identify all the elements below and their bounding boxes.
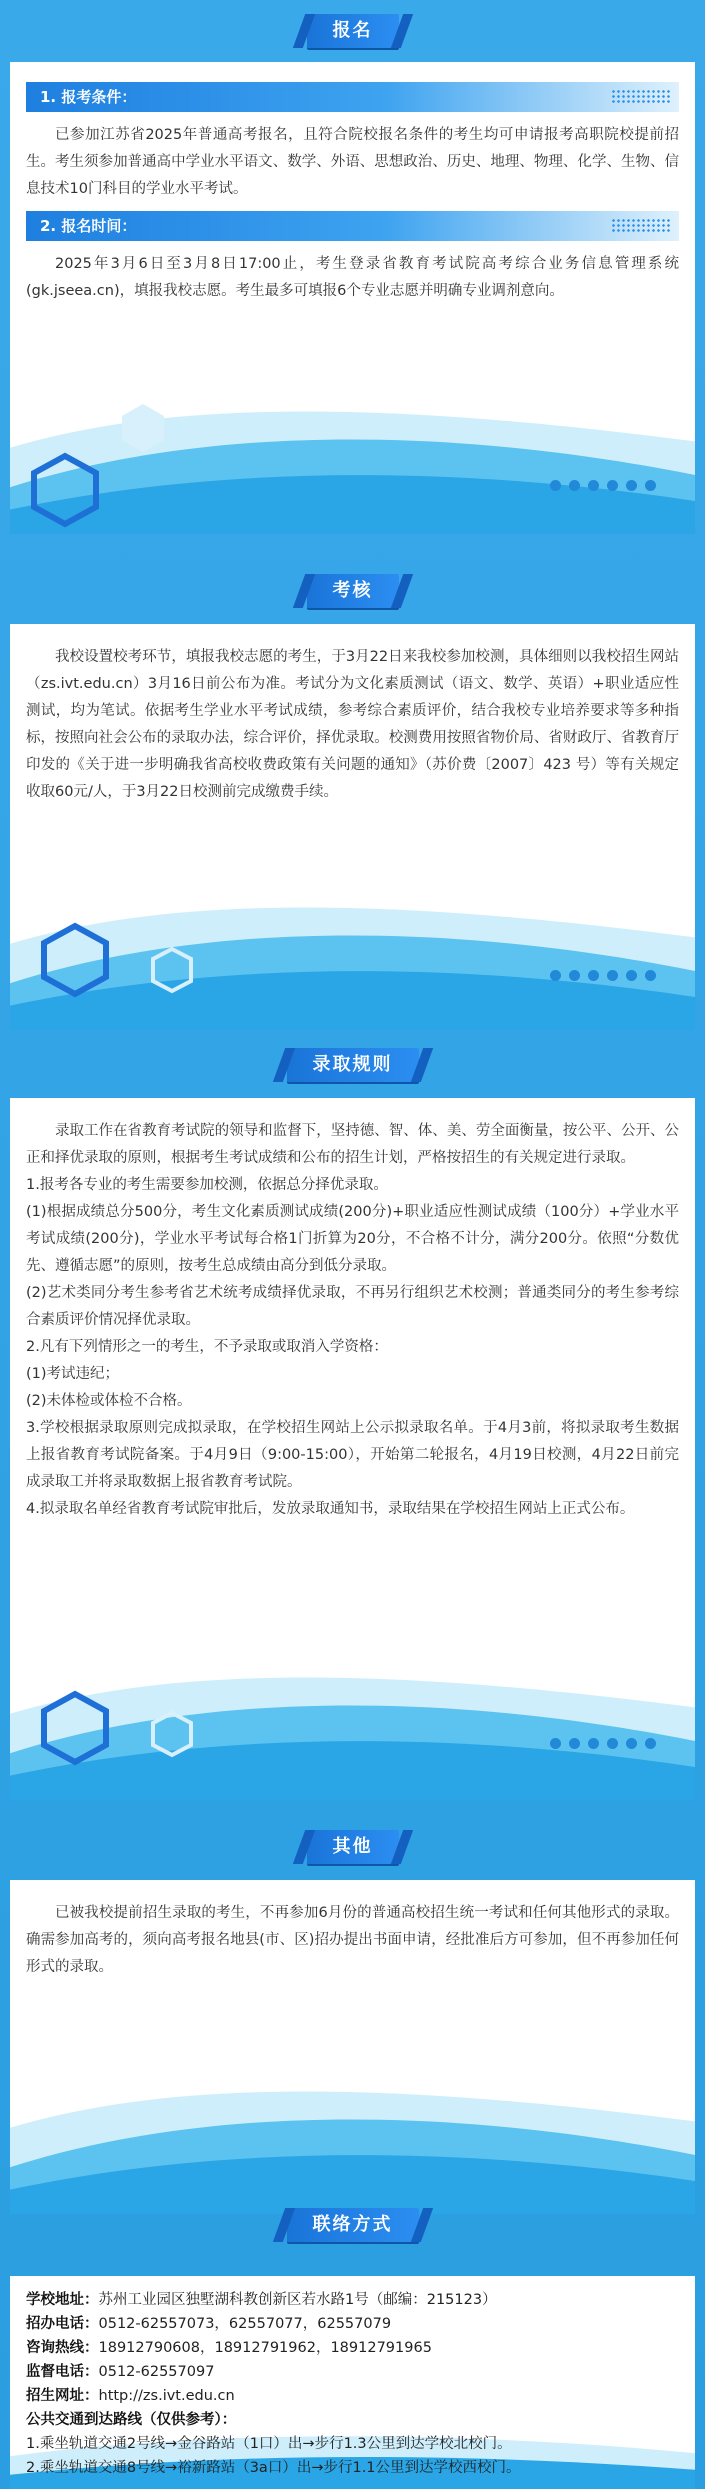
- route-item: 2.乘坐轨道交通8号线→裕新路站（3a口）出→步行1.1公里到达学校西校门。: [26, 2460, 521, 2476]
- card-rules: [10, 1098, 695, 1800]
- wave-decoration: [10, 2064, 695, 2214]
- contact-row-address: [26, 2288, 679, 2312]
- list-item: 4.拟录取名单经省教育考试院审批后，发放录取通知书，录取结果在学校招生网站上正式公布。: [26, 1501, 635, 1517]
- contact-label: 咨询热线：: [26, 2340, 99, 2356]
- section-title-rules: 录取规则: [287, 1048, 419, 1082]
- contact-label: 招办电话：: [26, 2316, 99, 2332]
- contact-label: 学校地址：: [26, 2292, 99, 2308]
- contact-row-office-phone: [26, 2312, 679, 2336]
- wave-decoration: [10, 880, 695, 1030]
- hexagon-outline-icon: [30, 452, 100, 528]
- contact-label: 公共交通到达路线（仅供参考）：: [26, 2412, 237, 2428]
- list-item: (1)根据成绩总分500分，考生文化素质测试成绩(200分)+职业适应性测试成绩（100分）+学业水平考试成绩(200分)，学业水平考试每合格1门折算为20分，不合格不计分，满分200分。依照“分数优先、遵循志愿”的原则，按考生总成绩由高分到低分录取。: [26, 1204, 679, 1274]
- list-item: 1.报考各专业的考生需要参加校测，依据总分择优录取。: [26, 1177, 388, 1193]
- list-item: (2)艺术类同分考生参考省艺术统考成绩择优录取，不再另行组织艺术校测；普通类同分的考生参考综合素质评价情况择优录取。: [26, 1285, 679, 1328]
- section-title-other: 其他: [307, 1830, 399, 1864]
- card-signup: [10, 62, 695, 534]
- list-item: (1)考试违纪；: [26, 1366, 120, 1382]
- contact-row-website: [26, 2384, 679, 2408]
- hexagon-outline-icon: [150, 1710, 194, 1758]
- section-band-contact: [0, 2196, 705, 2258]
- dots-pattern: [611, 218, 671, 234]
- hexagon-outline-icon: [150, 946, 194, 994]
- dot-row-decoration: [550, 480, 656, 491]
- website-link[interactable]: http://zs.ivt.edu.cn: [98, 2388, 235, 2404]
- subhead-requirements: [26, 82, 679, 112]
- route-item: 1.乘坐轨道交通2号线→金谷路站（1口）出→步行1.3公里到达学校北校门。: [26, 2436, 512, 2452]
- paragraph: 2025年3月6日至3月8日17:00止，考生登录省教育考试院高考综合业务信息管理系统(gk.jseea.cn)，填报我校志愿。考生最多可填报6个专业志愿并明确专业调剂意向。: [26, 256, 679, 299]
- section-band-other: [0, 1818, 705, 1880]
- card-contact: [10, 2276, 695, 2489]
- list-item: 2.凡有下列情形之一的考生，不予录取或取消入学资格：: [26, 1339, 388, 1355]
- paragraph: 我校设置校考环节，填报我校志愿的考生，于3月22日来我校参加校测，具体细则以我校招生网站（zs.ivt.edu.cn）3月16日前公布为准。考试分为文化素质测试（语文、数学、英语）+职业适应性测试，均为笔试。依据考生学业水平考试成绩，参考综合素质评价，结合我校专业培养要求等多种指标，按照向社会公布的录取办法，综合评价，择优录取。校测费用按照省物价局、省财政厅、省教育厅印发的《关于进一步明确我省高校收费政策有关问题的通知》（苏价费〔2007〕423 号）等有关规定收取60元/人，于3月22日校测前完成缴费手续。: [26, 649, 679, 800]
- subhead-time: [26, 211, 679, 241]
- wave-decoration: [10, 1650, 695, 1800]
- paragraph: 已参加江苏省2025年普通高考报名，且符合院校报名条件的考生均可申请报考高职院校提前招生。考生须参加普通高中学业水平语文、数学、外语、思想政治、历史、地理、物理、化学、生物、信息技术10门科目的学业水平考试。: [26, 127, 679, 197]
- wave-decoration: [10, 384, 695, 534]
- dot-row-decoration: [550, 1738, 656, 1749]
- hexagon-outline-icon: [40, 1690, 110, 1766]
- section-band-rules: [0, 1036, 705, 1098]
- contact-label: 招生网址：: [26, 2388, 99, 2404]
- contact-value: 0512-62557073，62557077，62557079: [98, 2316, 392, 2332]
- dots-pattern: [611, 89, 671, 105]
- list-item: 3.学校根据录取原则完成拟录取，在学校招生网站上公示拟录取名单。于4月3前，将拟录取考生数据上报省教育考试院备案。于4月9日（9:00-15:00），开始第二轮报名，4月19日校测，4月22日前完成录取工并将录取数据上报省教育考试院。: [26, 1420, 679, 1490]
- contact-label: 监督电话：: [26, 2364, 99, 2380]
- section-band-exam: [0, 562, 705, 624]
- section-title-signup: 报名: [307, 14, 399, 48]
- paragraph: 录取工作在省教育考试院的领导和监督下，坚持德、智、体、美、劳全面衡量，按公平、公开、公正和择优录取的原则，根据考生考试成绩和公布的招生计划，严格按招生的有关规定进行录取。: [26, 1123, 679, 1166]
- section-band-signup: [0, 0, 705, 62]
- list-item: (2)未体检或体检不合格。: [26, 1393, 192, 1409]
- hexagon-icon: [120, 402, 166, 454]
- contact-row-hotline: [26, 2336, 679, 2360]
- contact-row-supervision: [26, 2360, 679, 2384]
- dot-row-decoration: [550, 970, 656, 981]
- card-exam: [10, 624, 695, 1030]
- contact-value: 苏州工业园区独墅湖科教创新区若水路1号（邮编：215123）: [98, 2292, 497, 2308]
- hexagon-outline-icon: [40, 922, 110, 998]
- subhead-label: 2. 报名时间：: [40, 217, 137, 235]
- card-other: [10, 1880, 695, 2214]
- contact-value: 18912790608，18912791962，18912791965: [98, 2340, 432, 2356]
- contact-value: 0512-62557097: [98, 2364, 215, 2380]
- paragraph: 已被我校提前招生录取的考生，不再参加6月份的普通高校招生统一考试和任何其他形式的录取。确需参加高考的，须向高考报名地县(市、区)招办提出书面申请，经批准后方可参加，但不再参加任何形式的录取。: [26, 1905, 679, 1975]
- section-title-exam: 考核: [307, 574, 399, 608]
- subhead-label: 1. 报考条件：: [40, 88, 137, 106]
- contact-row-transport: [26, 2408, 679, 2432]
- section-title-contact: 联络方式: [287, 2208, 419, 2242]
